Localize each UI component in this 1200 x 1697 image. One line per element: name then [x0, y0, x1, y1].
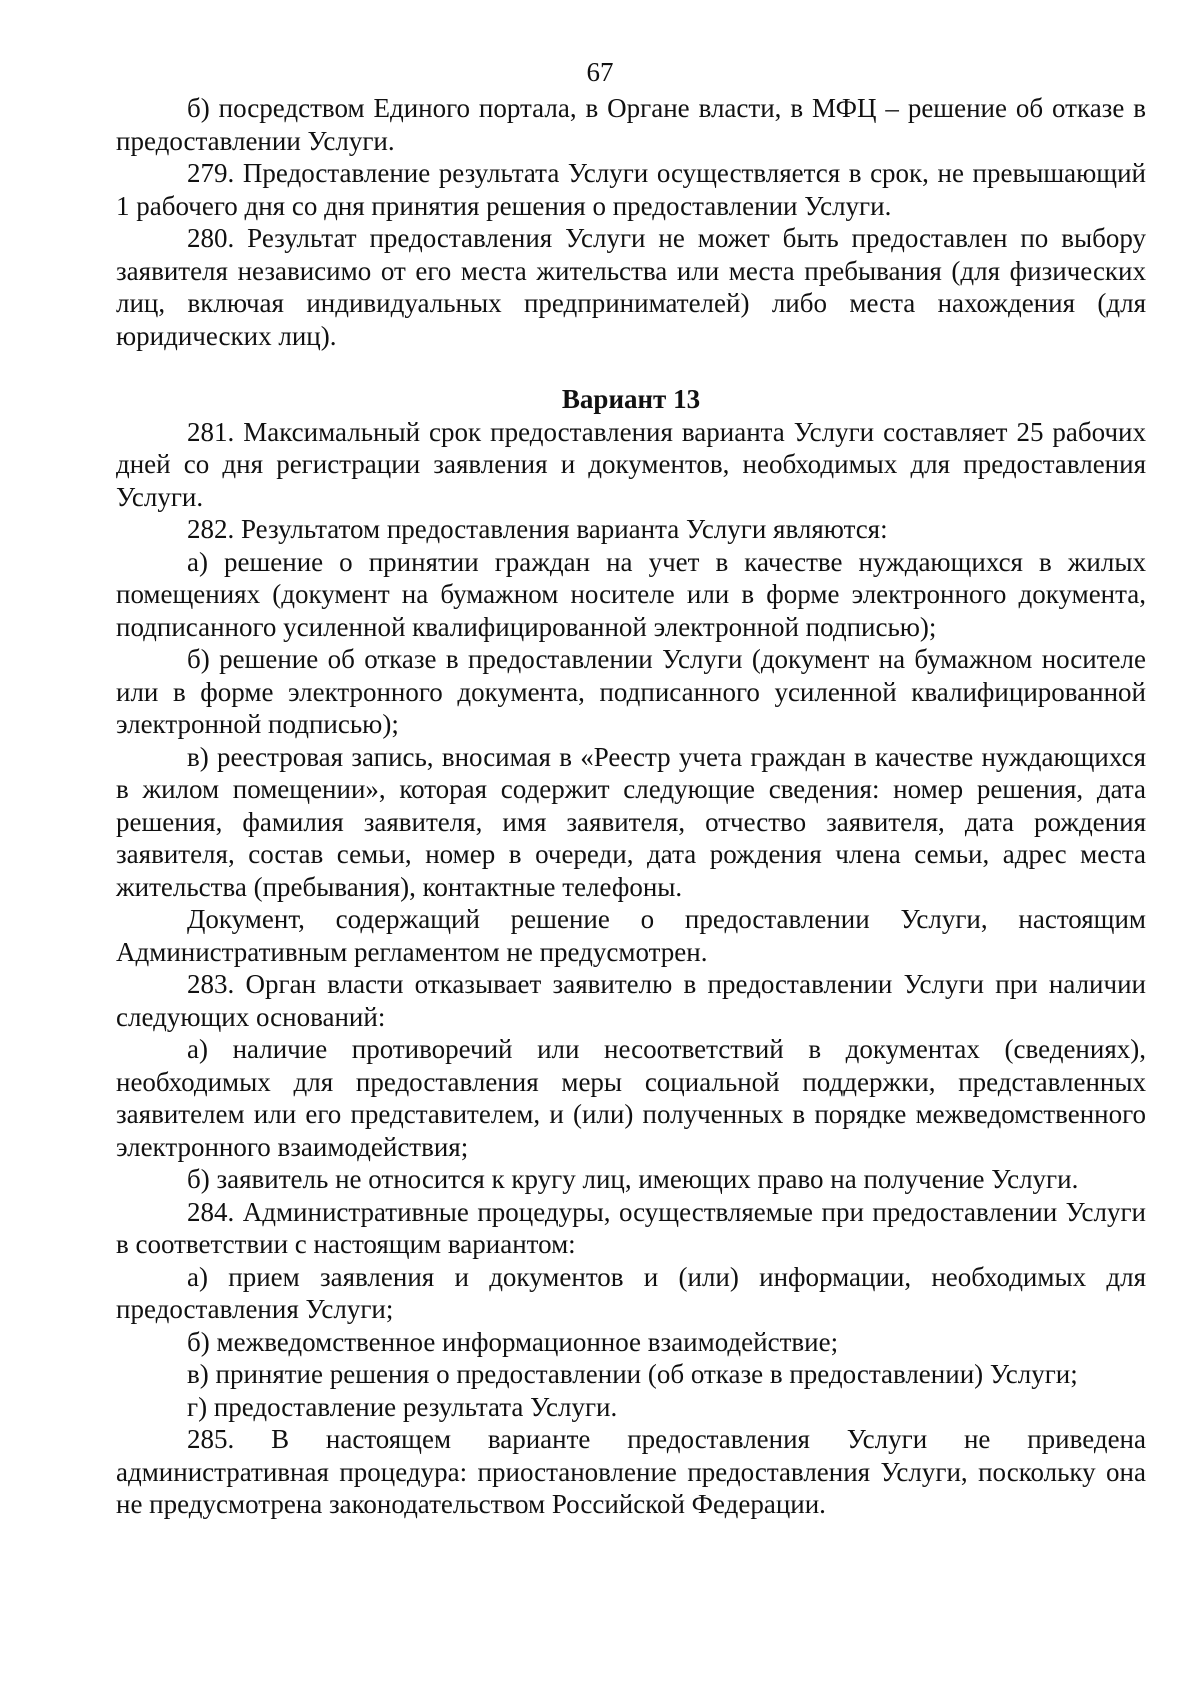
paragraph-282-b: б) решение об отказе в предоставлении Услуги (документ на бумажном носителе или в форме электронного документа, подписанного усиленной квалифицированной электронной подписью); — [116, 644, 1146, 739]
paragraph-283-a: а) наличие противоречий или несоответствий в документах (сведениях), необходимых для предоставления меры социальной поддержки, представленных заявителем или его представителем, и (или) полученных в порядке межведомственного электронного взаимодействия; — [116, 1034, 1146, 1162]
page-number: 67 — [586, 57, 614, 87]
paragraph-285: 285. В настоящем варианте предоставления Услуги не приведена административная процедура: приостановление предоставления Услуги, поскольку она не предусмотрена законодательством Российской Федерации. — [116, 1424, 1146, 1519]
paragraph-284: 284. Административные процедуры, осуществляемые при предоставлении Услуги в соответствии с настоящим вариантом: — [116, 1196, 1146, 1259]
paragraph-283: 283. Орган власти отказывает заявителю в предоставлении Услуги при наличии следующих оснований: — [116, 969, 1146, 1032]
section-heading: Вариант 13 — [561, 384, 701, 414]
paragraph-284-v: в) принятие решения о предоставлении (об отказе в предоставлении) Услуги; — [187, 1359, 1078, 1389]
paragraph-document-note: Документ, содержащий решение о предоставлении Услуги, настоящим Административным регламентом не предусмотрен. — [116, 904, 1146, 967]
paragraph: б) посредством Единого портала, в Органе власти, в МФЦ – решение об отказе в предоставлении Услуги. — [116, 93, 1146, 156]
paragraph-282: 282. Результатом предоставления варианта Услуги являются: — [187, 514, 888, 544]
paragraph-284-b: б) межведомственное информационное взаимодействие; — [187, 1326, 839, 1357]
paragraph-283-b: б) заявитель не относится к кругу лиц, имеющих право на получение Услуги. — [187, 1164, 1079, 1194]
paragraph-284-g: г) предоставление результата Услуги. — [187, 1391, 618, 1422]
document-body — [116, 92, 1146, 1521]
paragraph-284-a: а) прием заявления и документов и (или) информации, необходимых для предоставления Услуги; — [116, 1261, 1146, 1324]
paragraph-280: 280. Результат предоставления Услуги не может быть предоставлен по выбору заявителя независимо от его места жительства или места пребывания (для физических лиц, включая индивидуальных предпринимателей) либо места нахождения (для юридических лиц). — [116, 223, 1146, 351]
paragraph-282-a: а) решение о принятии граждан на учет в качестве нуждающихся в жилых помещениях (документ на бумажном носителе или в форме электронного документа, подписанного усиленной квалифицированной электронной подписью); — [116, 546, 1146, 642]
paragraph-279: 279. Предоставление результата Услуги осуществляется в срок, не превышающий 1 рабочего дня со дня принятия решения о предоставлении Услуги. — [116, 158, 1146, 221]
paragraph-281: 281. Максимальный срок предоставления варианта Услуги составляет 25 рабочих дней со дня регистрации заявления и документов, необходимых для предоставления Услуги. — [116, 416, 1146, 512]
paragraph-282-v: в) реестровая запись, вносимая в «Реестр учета граждан в качестве нуждающихся в жилом помещении», которая содержит следующие сведения: номер решения, дата решения, фамилия заявителя, имя заявителя, отчество заявителя, дата рождения заявителя, состав семьи, номер в очереди, дата рождения члена семьи, адрес места жительства (пребывания), контактные телефоны. — [116, 741, 1146, 902]
